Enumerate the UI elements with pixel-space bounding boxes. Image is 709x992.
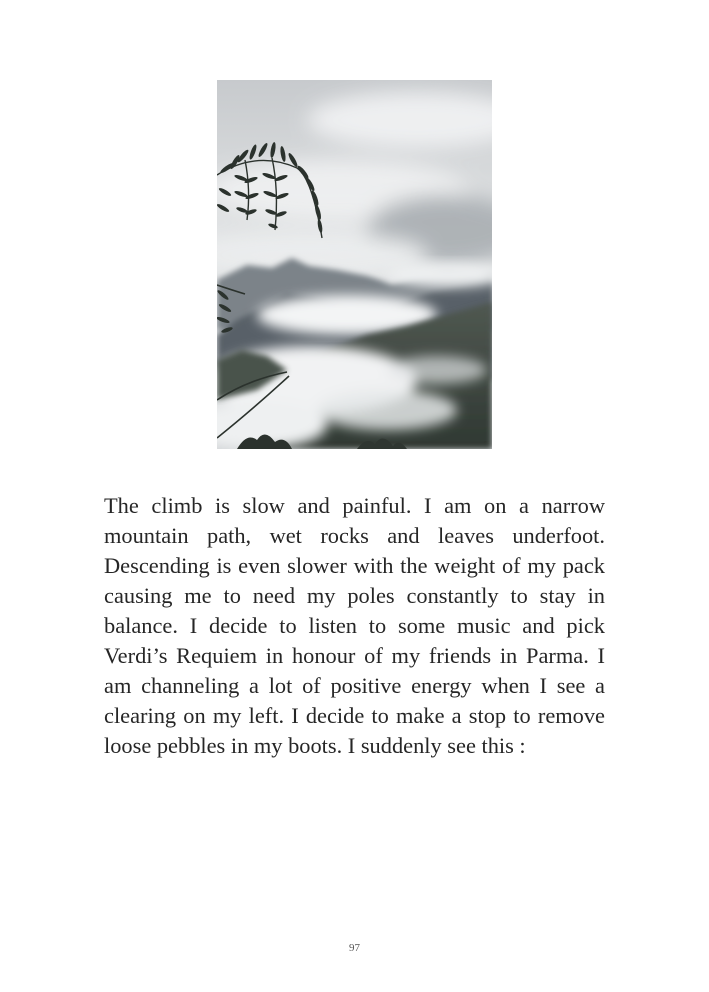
mountain-mist-photo: [217, 80, 492, 449]
mountain-landscape-image: [217, 80, 492, 449]
body-paragraph: The climb is slow and painful. I am on a narrow mountain path, wet rocks and leaves underfoot. Descending is even slower with the weight of my pack causing me to need my poles constantly to stay in balance. I decide to listen to some music and pick Verdi’s Requiem in honour of my friends in Parma. I am channeling a lot of positive energy when I see a clearing on my left. I decide to make a stop to remove loose pebbles in my boots. I suddenly see this :: [104, 493, 605, 758]
page-number: 97: [349, 942, 360, 954]
